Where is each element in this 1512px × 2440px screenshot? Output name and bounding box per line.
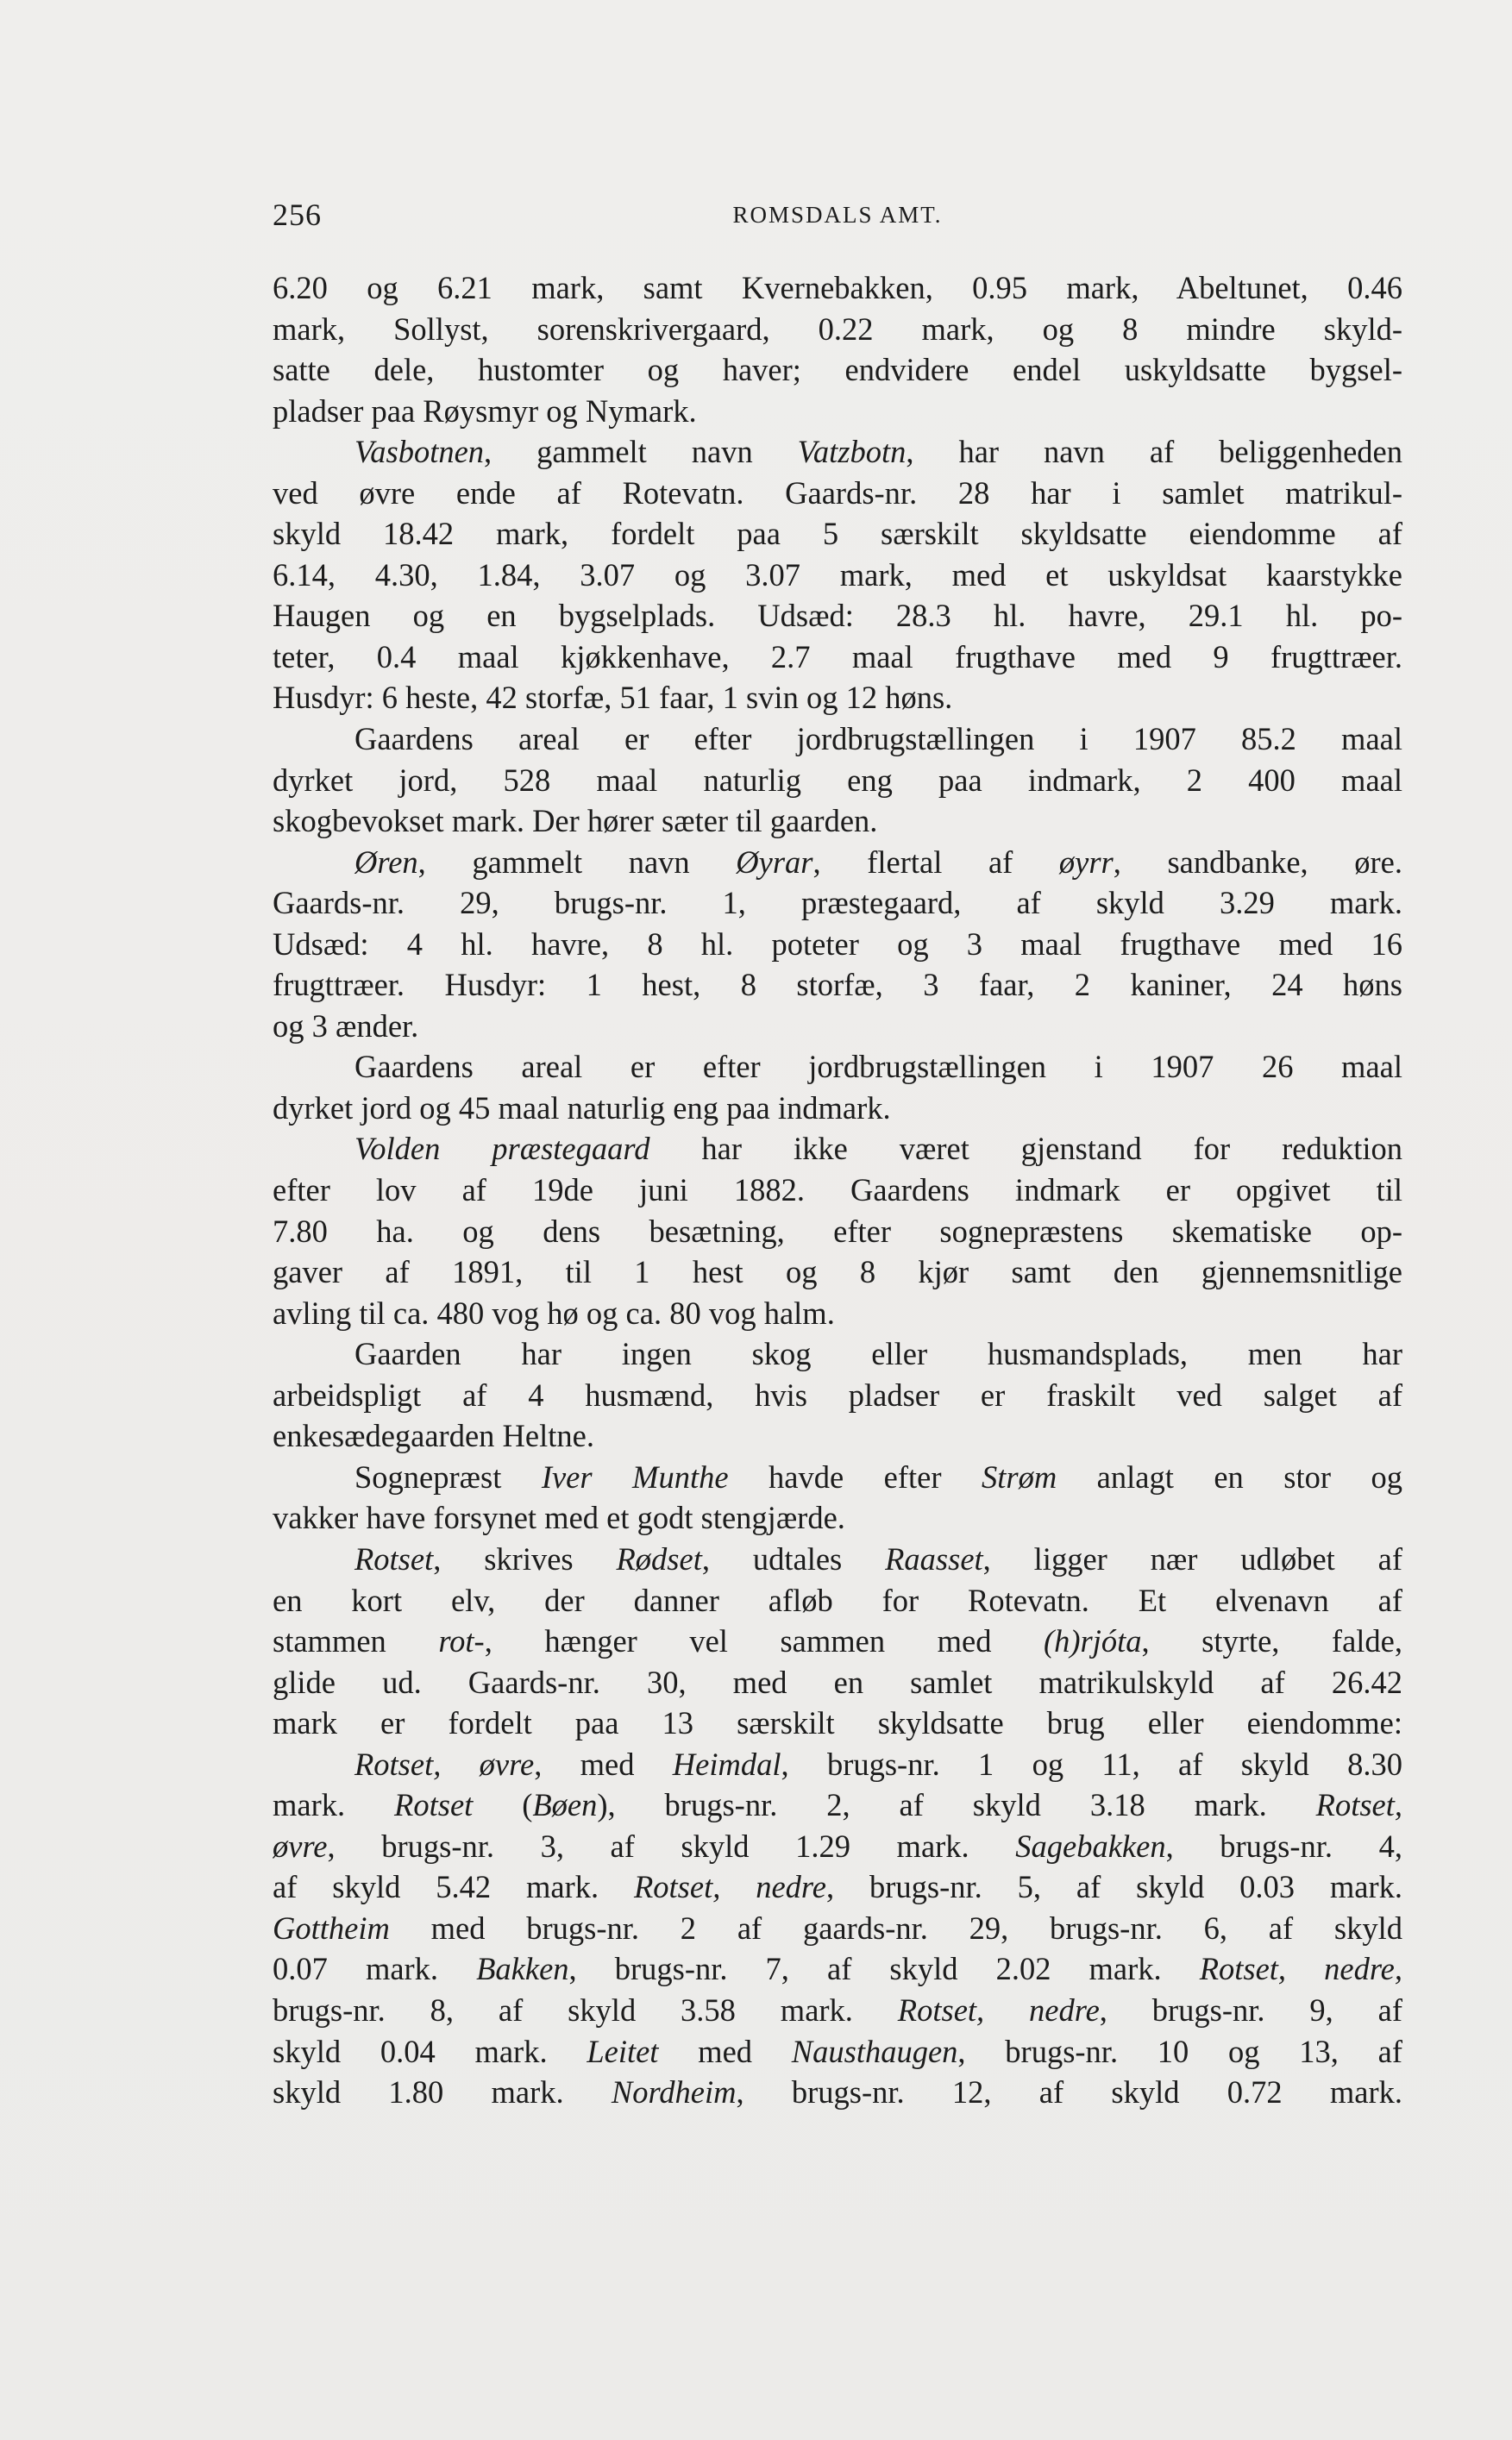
text-line — [273, 1006, 1402, 1047]
text-run: ( — [473, 1787, 533, 1823]
text-line — [273, 595, 1402, 637]
text-line — [273, 1948, 1402, 1990]
text-line — [273, 1415, 1402, 1457]
text-run: og 3 ænder. — [273, 1007, 419, 1044]
text-line — [273, 1990, 1402, 2031]
italic-text: Gottheim — [273, 1910, 390, 1946]
text-run: avling til ca. 480 vog hø og ca. 80 vog halm. — [273, 1295, 835, 1331]
text-run: , brugs-nr. 3, af skyld 1.29 mark. — [327, 1828, 1016, 1864]
italic-text: Nordheim — [611, 2074, 737, 2111]
italic-text: Rotset, nedre, — [1199, 1951, 1402, 1987]
text-run: , styrte, falde, — [1141, 1623, 1402, 1659]
italic-text: Bøen — [532, 1787, 598, 1823]
italic-text: (h)rjóta — [1043, 1623, 1142, 1659]
text-line — [273, 677, 1402, 718]
text-run: 6.14, 4.30, 1.84, 3.07 og 3.07 mark, med et uskyldsat kaarstykke — [273, 556, 1402, 593]
italic-text: Øyrar — [736, 844, 813, 880]
text-run: skyld 1.80 mark. — [273, 2074, 612, 2111]
text-line — [273, 1046, 1402, 1088]
text-run: , brugs-nr. 9, af — [1099, 1992, 1402, 2028]
text-run: arbeidspligt af 4 husmænd, hvis pladser er fraskilt ved salget af — [273, 1377, 1402, 1413]
text-line — [273, 1128, 1402, 1170]
text-run: stammen — [273, 1623, 439, 1659]
text-run: af skyld 5.42 mark. — [273, 1869, 634, 1905]
text-run: mark, Sollyst, sorenskrivergaard, 0.22 mark, og 8 mindre skyld- — [273, 310, 1402, 347]
text-line — [273, 800, 1402, 842]
text-line — [273, 1908, 1402, 1949]
text-run: , brugs-nr. 1 og 11, af skyld 8.30 — [781, 1746, 1402, 1782]
text-line — [273, 1497, 1402, 1539]
text-line — [273, 1457, 1402, 1498]
text-run: , brugs-nr. 12, af skyld 0.72 mark. — [736, 2074, 1402, 2111]
italic-text: Vasbotnen — [354, 434, 485, 470]
text-line — [273, 1703, 1402, 1744]
text-line — [273, 391, 1402, 432]
text-line — [273, 1375, 1402, 1416]
italic-text: Rotset — [354, 1540, 434, 1577]
text-line — [273, 473, 1402, 514]
text-run: teter, 0.4 maal kjøkkenhave, 2.7 maal frugthave med 9 frugttræer. — [273, 638, 1402, 674]
italic-text: Raasset — [885, 1540, 983, 1577]
page-header — [273, 197, 1402, 240]
text-run: glide ud. Gaards-nr. 30, med en samlet matrikulskyld af 26.42 — [273, 1664, 1402, 1700]
text-run: Gaardens areal er efter jordbrugstællingen i 1907 85.2 maal — [354, 721, 1402, 757]
text-line — [273, 1826, 1402, 1867]
text-run: dyrket jord og 45 maal naturlig eng paa indmark. — [273, 1089, 891, 1126]
italic-text: Bakken — [476, 1951, 569, 1987]
text-line — [273, 1211, 1402, 1252]
text-run: 7.80 ha. og dens besætning, efter sognepræstens skematiske op- — [273, 1213, 1402, 1249]
text-run: , brugs-nr. 4, — [1165, 1828, 1402, 1864]
text-line — [273, 431, 1402, 473]
italic-text: Iver Munthe — [541, 1458, 729, 1495]
italic-text: Øren — [354, 844, 418, 880]
text-run: , gammelt navn — [417, 844, 737, 880]
text-line — [273, 760, 1402, 801]
text-run: , brugs-nr. 5, af skyld 0.03 mark. — [825, 1869, 1402, 1905]
text-line — [273, 309, 1402, 350]
text-run: skyld 18.42 mark, fordelt paa 5 særskilt skyldsatte eiendomme af — [273, 516, 1402, 552]
text-run: , hænger vel sammen med — [484, 1623, 1044, 1659]
body-text — [273, 267, 1402, 2113]
text-run: mark er fordelt paa 13 særskilt skyldsatte brug eller eiendomme: — [273, 1705, 1402, 1741]
text-line — [273, 267, 1402, 309]
text-line — [273, 637, 1402, 678]
text-run: Gaardens areal er efter jordbrugstællingen i 1907 26 maal — [354, 1049, 1402, 1085]
italic-text: Heimdal — [672, 1746, 781, 1782]
italic-text: Rotset — [394, 1787, 474, 1823]
text-run: pladser paa Røysmyr og Nymark. — [273, 392, 697, 429]
text-line — [273, 1866, 1402, 1908]
text-run: enkesædegaarden Heltne. — [273, 1418, 594, 1454]
text-line — [273, 1580, 1402, 1621]
text-run: , har navn af beliggenheden — [906, 434, 1402, 470]
text-run: , gammelt navn — [484, 434, 798, 470]
italic-text: Strøm — [981, 1458, 1057, 1495]
text-run: Haugen og en bygselplads. Udsæd: 28.3 hl. havre, 29.1 hl. po- — [273, 598, 1402, 634]
text-line — [273, 513, 1402, 555]
italic-text: Rødset — [616, 1540, 702, 1577]
italic-text: Rotset, nedre — [633, 1869, 826, 1905]
text-line — [273, 882, 1402, 924]
text-run: Gaards-nr. 29, brugs-nr. 1, præstegaard, af skyld 3.29 mark. — [273, 885, 1402, 921]
text-run: Udsæd: 4 hl. havre, 8 hl. poteter og 3 maal frugthave med 16 — [273, 925, 1402, 962]
text-run: , skrives — [433, 1540, 617, 1577]
text-line — [273, 555, 1402, 596]
italic-text: øvre — [273, 1828, 328, 1864]
text-line — [273, 2072, 1402, 2113]
text-run: frugttræer. Husdyr: 1 hest, 8 storfæ, 3 faar, 2 kaniner, 24 høns — [273, 967, 1402, 1003]
text-run: , ligger nær udløbet af — [982, 1540, 1402, 1577]
text-line — [273, 1293, 1402, 1334]
text-line — [273, 349, 1402, 391]
text-run: , udtales — [701, 1540, 886, 1577]
text-line — [273, 1785, 1402, 1826]
text-run: med — [658, 2033, 792, 2069]
italic-text: Leitet — [587, 2033, 659, 2069]
italic-text: øyrr — [1058, 844, 1114, 880]
text-run: mark. — [273, 1787, 395, 1823]
text-run: har ikke været gjenstand for reduktion — [649, 1131, 1402, 1167]
italic-text: Volden præstegaard — [354, 1131, 650, 1167]
italic-text: Rotset, øvre — [354, 1746, 535, 1782]
text-run: , med — [534, 1746, 673, 1782]
text-line — [273, 1744, 1402, 1785]
text-run: efter lov af 19de juni 1882. Gaardens indmark er opgivet til — [273, 1172, 1402, 1208]
italic-text: Sagebakken — [1015, 1828, 1166, 1864]
text-line — [273, 964, 1402, 1006]
text-run: skyld 0.04 mark. — [273, 2033, 587, 2069]
text-line — [273, 1539, 1402, 1580]
text-run: skogbevokset mark. Der hører sæter til gaarden. — [273, 803, 878, 839]
italic-text: Nausthaugen — [791, 2033, 958, 2069]
text-line — [273, 2031, 1402, 2073]
text-line — [273, 842, 1402, 883]
text-run: dyrket jord, 528 maal naturlig eng paa indmark, 2 400 maal — [273, 762, 1402, 798]
italic-text: Vatzbotn — [797, 434, 907, 470]
text-run: Husdyr: 6 heste, 42 storfæ, 51 faar, 1 svin og 12 høns. — [273, 680, 953, 716]
text-line — [273, 1662, 1402, 1703]
text-line — [273, 1621, 1402, 1662]
text-line — [273, 1170, 1402, 1211]
text-run: Gaarden har ingen skog eller husmandsplads, men har — [354, 1336, 1402, 1372]
text-run: med brugs-nr. 2 af gaards-nr. 29, brugs-nr. 6, af skyld — [389, 1910, 1402, 1946]
text-run: vakker have forsynet med et godt stengjærde. — [273, 1500, 845, 1536]
text-run: , sandbanke, øre. — [1113, 844, 1402, 880]
text-run: anlagt en stor og — [1057, 1458, 1402, 1495]
italic-text: Rotset, — [1315, 1787, 1402, 1823]
italic-text: Rotset, nedre — [897, 1992, 1100, 2028]
italic-text: rot- — [438, 1623, 485, 1659]
text-line — [273, 718, 1402, 760]
text-line — [273, 924, 1402, 965]
text-run: Sognepræst — [354, 1458, 542, 1495]
running-head: ROMSDALS AMT. — [732, 202, 943, 228]
text-line — [273, 1333, 1402, 1375]
text-line — [273, 1251, 1402, 1293]
text-run: satte dele, hustomter og haver; endvidere endel uskyldsatte bygsel- — [273, 352, 1402, 388]
text-run: brugs-nr. 8, af skyld 3.58 mark. — [273, 1992, 898, 2028]
text-run: ), brugs-nr. 2, af skyld 3.18 mark. — [597, 1787, 1316, 1823]
text-run: 6.20 og 6.21 mark, samt Kvernebakken, 0.95 mark, Abeltunet, 0.46 — [273, 270, 1402, 305]
text-run: ved øvre ende af Rotevatn. Gaards-nr. 28 har i samlet matrikul- — [273, 474, 1402, 511]
text-run: , brugs-nr. 10 og 13, af — [957, 2033, 1402, 2069]
text-run: havde efter — [728, 1458, 982, 1495]
text-line — [273, 1088, 1402, 1129]
text-run: , brugs-nr. 7, af skyld 2.02 mark. — [568, 1951, 1200, 1987]
page-number: 256 — [273, 198, 322, 232]
text-run: en kort elv, der danner afløb for Rotevatn. Et elvenavn af — [273, 1582, 1402, 1618]
text-run: 0.07 mark. — [273, 1951, 477, 1987]
text-run: , flertal af — [812, 844, 1059, 880]
text-run: gaver af 1891, til 1 hest og 8 kjør samt den gjennemsnitlige — [273, 1254, 1402, 1290]
